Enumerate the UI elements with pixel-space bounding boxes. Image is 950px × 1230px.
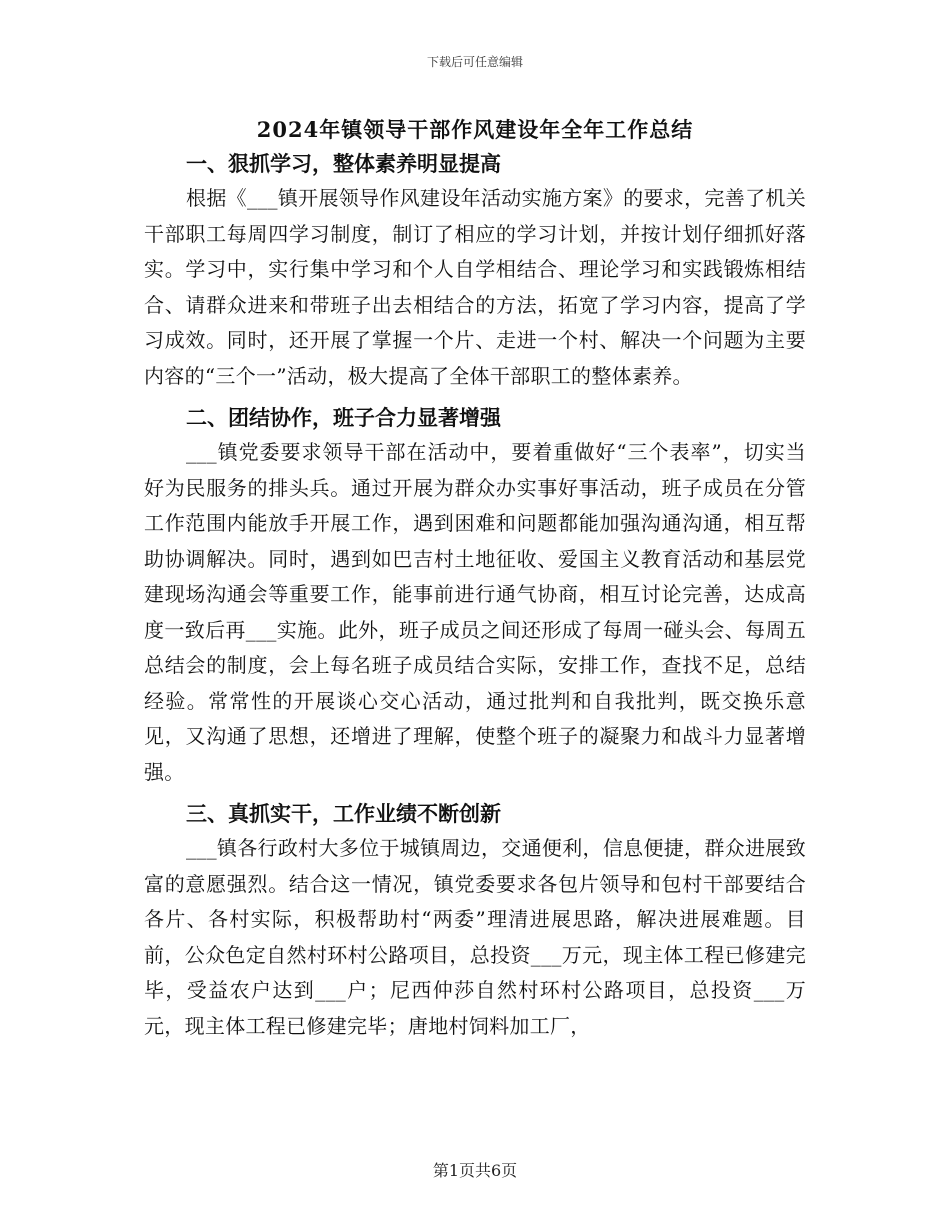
section-paragraph-3: ___镇各行政村大多位于城镇周边，交通便利，信息便捷，群众进展致富的意愿强烈。结合这一情况，镇党委要求各包片领导和包村干部要结合各片、各村实际，积极帮助村“两委”理清进展思路，解决进展难题。目前，公众色定自然村环村公路项目，总投资___万元，现主体工程已修建完毕，受益农户达到___户；尼西仲莎自然村环村公路项目，总投资___万元，现主体工程已修建完毕；唐地村饲料加工厂， [144,836,806,1038]
section-heading-3: 三、真抓实干，工作业绩不断创新 [186,801,501,826]
document-body [144,146,806,1050]
page-footer: 第1页共6页 [432,1161,518,1180]
document-title: 2024年镇领导干部作风建设年全年工作总结 [256,117,694,142]
section-heading-1: 一、狠抓学习，整体素养明显提高 [186,151,501,176]
section-paragraph-1: 根据《___镇开展领导作风建设年活动实施方案》的要求，完善了机关干部职工每周四学习制度，制订了相应的学习计划，并按计划仔细抓好落实。学习中，实行集中学习和个人自学相结合、理论学习和实践锻炼相结合、请群众进来和带班子出去相结合的方法，拓宽了学习内容，提高了学习成效。同时，还开展了掌握一个片、走进一个村、解决一个问题为主要内容的“三个一”活动，极大提高了全体干部职工的整体素养。 [144,186,806,388]
section-paragraph-2: ___镇党委要求领导干部在活动中，要着重做好“三个表率”，切实当好为民服务的排头兵。通过开展为群众办实事好事活动，班子成员在分管工作范围内能放手开展工作，遇到困难和问题都能加强沟通沟通，相互帮助协调解决。同时，遇到如巴吉村土地征收、爱国主义教育活动和基层党建现场沟通会等重要工作，能事前进行通气协商，相互讨论完善，达成高度一致后再___实施。此外，班子成员之间还形成了每周一碰头会、每周五总结会的制度，会上每名班子成员结合实际，安排工作，查找不足，总结经验。常常性的开展谈心交心活动，通过批判和自我批判，既交换乐意见，又沟通了思想，还增进了理解，使整个班子的凝聚力和战斗力显著增强。 [144,440,806,784]
section-heading-2: 二、团结协作，班子合力显著增强 [186,405,501,430]
header-note: 下载后可任意编辑 [426,55,523,69]
